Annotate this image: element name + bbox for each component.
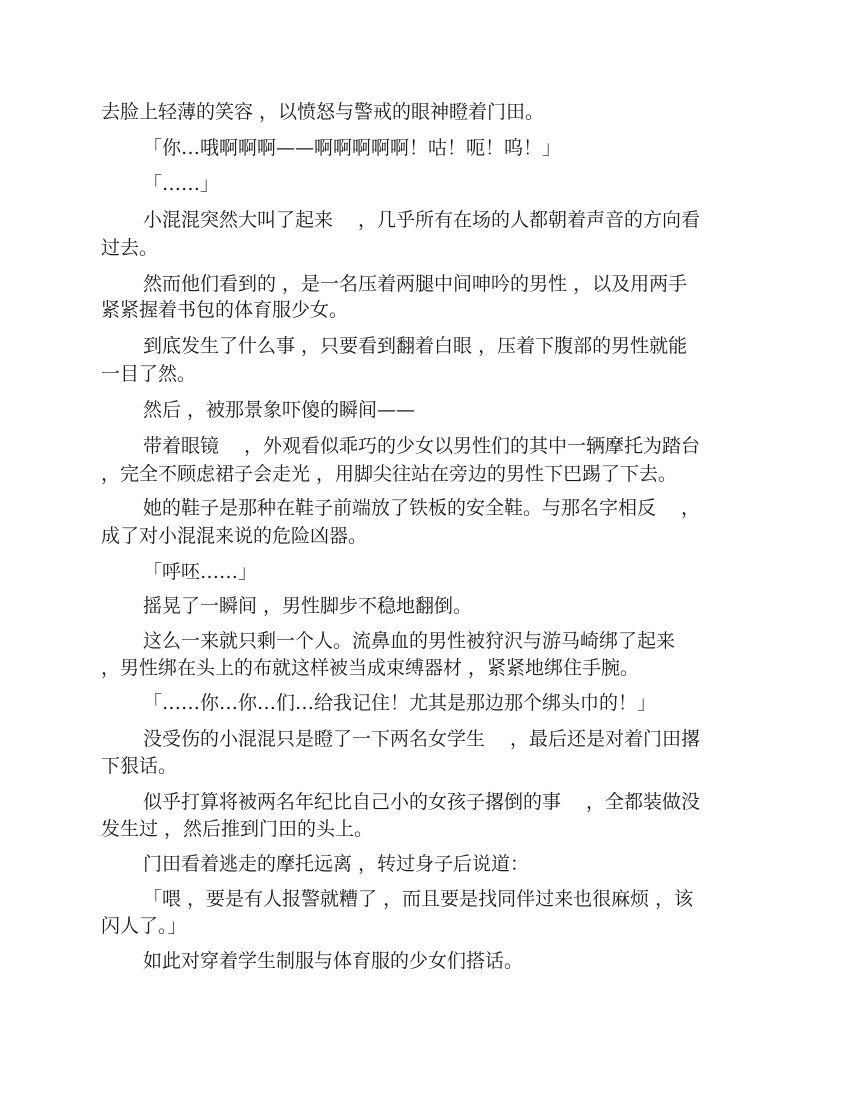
text-line: ，男性绑在头上的布就这样被当成束缚器材 ，紧紧地绑住手腕。 xyxy=(101,657,640,679)
text-line: 如此对穿着学生制服与体育服的少女们搭话。 xyxy=(143,950,524,972)
text-line: 去脸上轻薄的笑容 ，以愤怒与警戒的眼神瞪着门田。 xyxy=(101,101,545,123)
text-line: 小混混突然大叫了起来 ，几乎所有在场的人都朝着声音的方向看 xyxy=(143,209,701,231)
text-line: 「……」 xyxy=(143,173,220,195)
text-line: 「你…哦啊啊啊——啊啊啊啊啊！咕！呃！呜！」 xyxy=(143,137,562,159)
text-line: ，完全不顾虑裙子会走光 ，用脚尖往站在旁边的男性下巴踢了下去。 xyxy=(101,463,678,485)
text-line: 没受伤的小混混只是瞪了一下两名女学生 ，最后还是对着门田撂 xyxy=(143,728,701,750)
text-line: 然后 ，被那景象吓傻的瞬间—— xyxy=(143,399,416,421)
text-line: 似乎打算将被两名年纪比自己小的女孩子撂倒的事 ，全都装做没 xyxy=(143,791,701,813)
text-line: 她的鞋子是那种在鞋子前端放了铁板的安全鞋。与那名字相反 ， xyxy=(143,497,701,519)
text-line: 带着眼镜 ，外观看似乖巧的少女以男性们的其中一辆摩托为踏台 xyxy=(143,435,701,457)
text-line: 紧紧握着书包的体育服少女。 xyxy=(101,299,349,321)
text-line: 过去。 xyxy=(101,237,159,259)
text-line: 成了对小混混来说的危险凶器。 xyxy=(101,525,368,547)
text-line: 发生过 ，然后推到门田的头上。 xyxy=(101,818,374,840)
text-line: 「呼呸……」 xyxy=(143,561,258,583)
text-line: 一目了然。 xyxy=(101,363,197,385)
text-line: 摇晃了一瞬间 ，男性脚步不稳地翻倒。 xyxy=(143,595,473,617)
text-line: 门田看着逃走的摩托远离 ，转过身子后说道： xyxy=(143,853,530,875)
text-line: 闪人了。」 xyxy=(101,915,187,937)
text-line: 这么一来就只剩一个人。流鼻血的男性被狩沢与游马崎绑了起来 xyxy=(143,630,676,652)
text-line: 下狠话。 xyxy=(101,755,178,777)
text-line: 到底发生了什么事 ，只要看到翻着白眼 ，压着下腹部的男性就能 xyxy=(143,335,688,357)
text-line: 然而他们看到的 ，是一名压着两腿中间呻吟的男性 ，以及用两手 xyxy=(143,273,688,295)
text-line: 「喂 ，要是有人报警就糟了 ，而且要是找同伴过来也很麻烦 ，该 xyxy=(143,888,694,910)
text-line: 「……你…你…们…给我记住！尤其是那边那个绑头巾的！」 xyxy=(143,692,657,714)
